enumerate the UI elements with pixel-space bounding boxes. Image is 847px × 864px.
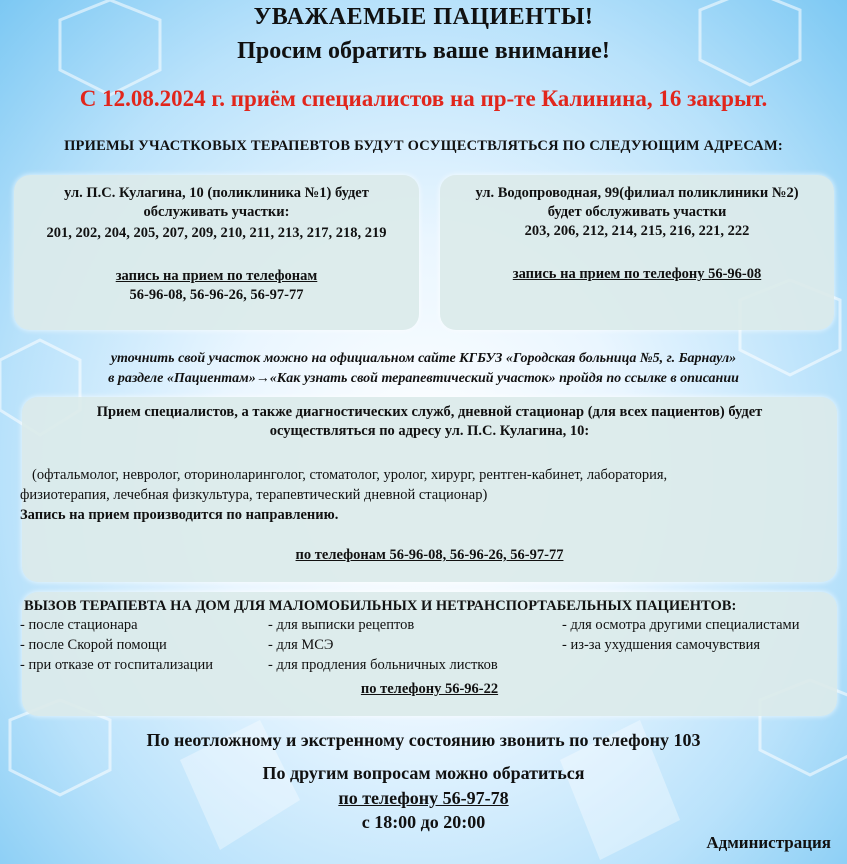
home-visit-card <box>22 592 837 716</box>
home-visit-phone: по телефону 56-96-22 <box>360 681 499 697</box>
specialists-line: осуществляться по адресу ул. П.С. Кулагина, 10: <box>269 423 590 439</box>
list-item: - при отказе от госпитализации <box>20 657 213 673</box>
home-visit-column <box>268 615 498 675</box>
specialists-line: Прием специалистов, а также диагностических служб, дневной стационар (для всех пациентов) будет <box>96 404 763 420</box>
address-card-vodoprovodnaya <box>440 175 834 330</box>
address-line: будет обслуживать участки <box>547 204 727 220</box>
hint-line: в разделе «Пациентам»→«Как узнать свой терапевтический участок» пройдя по ссылке в описании <box>108 371 739 386</box>
list-item: - для МСЭ <box>268 637 334 653</box>
other-hours: с 18:00 до 20:00 <box>361 812 486 832</box>
other-phone: по телефону 56-97-78 <box>338 788 509 808</box>
address-card-kulagina <box>14 175 419 330</box>
phone-numbers: 56-96-08, 56-96-26, 56-97-77 <box>129 287 304 303</box>
specialists-list: физиотерапия, лечебная физкультура, терапевтический дневной стационар) <box>20 487 488 503</box>
specialists-card <box>22 397 837 582</box>
address-line: ул. П.С. Кулагина, 10 (поликлиника №1) будет <box>64 185 369 201</box>
list-item: - из-за ухудшения самочувствия <box>562 637 761 653</box>
page-title: УВАЖАЕМЫЕ ПАЦИЕНТЫ! <box>253 4 594 30</box>
list-item: - после стационара <box>20 617 138 633</box>
sections-list: 201, 202, 204, 205, 207, 209, 210, 211, 213, 217, 218, 219 <box>46 225 387 241</box>
address-line: ул. Водопроводная, 99(филиал поликлиники №2) <box>475 185 799 201</box>
closure-notice: С 12.08.2024 г. приём специалистов на пр-те Калинина, 16 закрыт. <box>79 86 768 111</box>
specialists-phones: по телефонам 56-96-08, 56-96-26, 56-97-77 <box>295 547 564 563</box>
signature: Администрация <box>706 833 831 852</box>
home-visit-column <box>20 615 213 675</box>
home-visit-heading: ВЫЗОВ ТЕРАПЕВТА НА ДОМ ДЛЯ МАЛОМОБИЛЬНЫХ И НЕТРАНСПОРТАБЕЛЬНЫХ ПАЦИЕНТОВ: <box>24 598 737 614</box>
hint-line: уточнить свой участок можно на официальном сайте КГБУЗ «Городская больница №5, г. Барнаул» <box>110 351 737 366</box>
list-item: - для осмотра другими специалистами <box>562 617 800 633</box>
sections-list: 203, 206, 212, 214, 215, 216, 221, 222 <box>524 223 750 239</box>
page-subtitle: Просим обратить ваше внимание! <box>237 38 610 64</box>
home-visit-column <box>562 615 799 655</box>
list-item: - для продления больничных листков <box>268 657 498 673</box>
list-item: - для выписки рецептов <box>268 617 415 633</box>
specialists-list: (офтальмолог, невролог, оториноларинголог, стоматолог, уролог, хирург, рентген-кабинет, лаборатория, <box>32 467 668 483</box>
emergency-notice: По неотложному и экстренному состоянию звонить по телефону 103 <box>146 730 701 750</box>
phone-label: запись на прием по телефонам <box>115 268 318 284</box>
phone-label: запись на прием по телефону 56-96-08 <box>512 266 762 282</box>
address-line: обслуживать участки: <box>143 204 290 220</box>
therapists-heading: ПРИЕМЫ УЧАСТКОВЫХ ТЕРАПЕВТОВ БУДУТ ОСУЩЕСТВЛЯТЬСЯ ПО СЛЕДУЮЩИМ АДРЕСАМ: <box>64 138 783 154</box>
list-item: - после Скорой помощи <box>20 637 167 653</box>
referral-note: Запись на прием производится по направлению. <box>20 507 339 523</box>
other-questions: По другим вопросам можно обратиться <box>262 763 585 783</box>
